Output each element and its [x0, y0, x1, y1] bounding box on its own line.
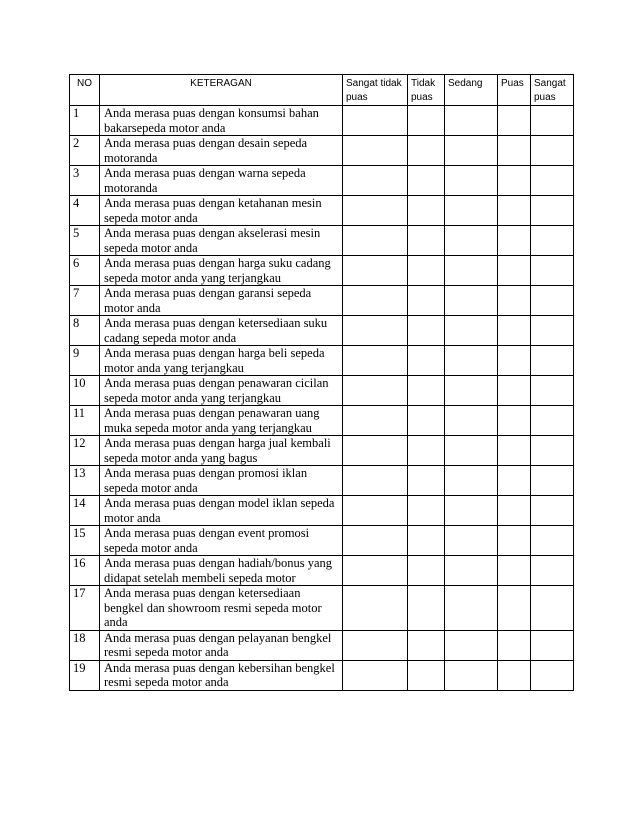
rating-cell-sedang[interactable]: [445, 526, 498, 556]
rating-cell-tidak-puas[interactable]: [408, 316, 445, 346]
rating-cell-sangat-puas[interactable]: [531, 166, 574, 196]
row-statement: Anda merasa puas dengan akselerasi mesin sepeda motor anda: [100, 226, 343, 256]
rating-cell-sangat-tidak-puas[interactable]: [343, 376, 408, 406]
rating-cell-sangat-puas[interactable]: [531, 556, 574, 586]
rating-cell-sedang[interactable]: [445, 106, 498, 136]
rating-cell-sangat-tidak-puas[interactable]: [343, 630, 408, 660]
row-number: 18: [70, 630, 100, 660]
rating-cell-puas[interactable]: [498, 526, 531, 556]
rating-cell-puas[interactable]: [498, 556, 531, 586]
row-number: 2: [70, 136, 100, 166]
row-statement: Anda merasa puas dengan ketersediaan suku cadang sepeda motor anda: [100, 316, 343, 346]
rating-cell-sangat-tidak-puas[interactable]: [343, 660, 408, 690]
rating-cell-puas[interactable]: [498, 586, 531, 631]
header-sangat-tidak-puas: Sangat tidak puas: [343, 75, 408, 106]
row-number: 16: [70, 556, 100, 586]
rating-cell-tidak-puas[interactable]: [408, 436, 445, 466]
table-row: [70, 556, 574, 586]
rating-cell-tidak-puas[interactable]: [408, 496, 445, 526]
rating-cell-sedang[interactable]: [445, 196, 498, 226]
rating-cell-sedang[interactable]: [445, 466, 498, 496]
rating-cell-tidak-puas[interactable]: [408, 526, 445, 556]
rating-cell-sedang[interactable]: [445, 166, 498, 196]
header-tidak-puas: Tidak puas: [408, 75, 445, 106]
row-number: 7: [70, 286, 100, 316]
rating-cell-sangat-puas[interactable]: [531, 436, 574, 466]
rating-cell-sedang[interactable]: [445, 286, 498, 316]
survey-table: [69, 74, 574, 691]
row-number: 15: [70, 526, 100, 556]
rating-cell-puas[interactable]: [498, 316, 531, 346]
table-row: [70, 436, 574, 466]
rating-cell-sangat-tidak-puas[interactable]: [343, 106, 408, 136]
table-row: [70, 406, 574, 436]
row-statement: Anda merasa puas dengan kebersihan bengkel resmi sepeda motor anda: [100, 660, 343, 690]
row-number: 1: [70, 106, 100, 136]
row-statement: Anda merasa puas dengan event promosi sepeda motor anda: [100, 526, 343, 556]
rating-cell-sangat-puas[interactable]: [531, 376, 574, 406]
rating-cell-sangat-tidak-puas[interactable]: [343, 406, 408, 436]
rating-cell-sangat-puas[interactable]: [531, 660, 574, 690]
header-sangat-puas: Sangat puas: [531, 75, 574, 106]
rating-cell-sangat-tidak-puas[interactable]: [343, 466, 408, 496]
table-row: [70, 286, 574, 316]
rating-cell-sedang[interactable]: [445, 496, 498, 526]
table-row: [70, 376, 574, 406]
rating-cell-sangat-puas[interactable]: [531, 256, 574, 286]
rating-cell-sangat-tidak-puas[interactable]: [343, 496, 408, 526]
rating-cell-tidak-puas[interactable]: [408, 256, 445, 286]
rating-cell-sedang[interactable]: [445, 136, 498, 166]
table-row: [70, 630, 574, 660]
rating-cell-tidak-puas[interactable]: [408, 196, 445, 226]
table-row: [70, 106, 574, 136]
table-row: [70, 586, 574, 631]
rating-cell-sangat-tidak-puas[interactable]: [343, 196, 408, 226]
rating-cell-puas[interactable]: [498, 136, 531, 166]
row-number: 13: [70, 466, 100, 496]
rating-cell-sangat-puas[interactable]: [531, 526, 574, 556]
row-statement: Anda merasa puas dengan ketersediaan bengkel dan showroom resmi sepeda motor anda: [100, 586, 343, 631]
rating-cell-sedang[interactable]: [445, 406, 498, 436]
rating-cell-sangat-tidak-puas[interactable]: [343, 436, 408, 466]
table-row: [70, 256, 574, 286]
rating-cell-tidak-puas[interactable]: [408, 630, 445, 660]
rating-cell-tidak-puas[interactable]: [408, 106, 445, 136]
row-statement: Anda merasa puas dengan penawaran cicilan sepeda motor anda yang terjangkau: [100, 376, 343, 406]
rating-cell-sedang[interactable]: [445, 376, 498, 406]
rating-cell-puas[interactable]: [498, 286, 531, 316]
row-statement: Anda merasa puas dengan ketahanan mesin sepeda motor anda: [100, 196, 343, 226]
row-number: 17: [70, 586, 100, 631]
rating-cell-sangat-tidak-puas[interactable]: [343, 346, 408, 376]
table-row: [70, 196, 574, 226]
rating-cell-tidak-puas[interactable]: [408, 346, 445, 376]
rating-cell-sedang[interactable]: [445, 346, 498, 376]
row-statement: Anda merasa puas dengan harga suku cadang sepeda motor anda yang terjangkau: [100, 256, 343, 286]
rating-cell-sangat-puas[interactable]: [531, 196, 574, 226]
rating-cell-sangat-tidak-puas[interactable]: [343, 526, 408, 556]
table-row: [70, 136, 574, 166]
row-statement: Anda merasa puas dengan harga beli sepeda motor anda yang terjangkau: [100, 346, 343, 376]
rating-cell-sedang[interactable]: [445, 316, 498, 346]
rating-cell-tidak-puas[interactable]: [408, 586, 445, 631]
row-number: 9: [70, 346, 100, 376]
row-number: 11: [70, 406, 100, 436]
row-statement: Anda merasa puas dengan promosi iklan sepeda motor anda: [100, 466, 343, 496]
rating-cell-puas[interactable]: [498, 630, 531, 660]
row-statement: Anda merasa puas dengan model iklan sepeda motor anda: [100, 496, 343, 526]
rating-cell-puas[interactable]: [498, 376, 531, 406]
row-number: 12: [70, 436, 100, 466]
header-puas: Puas: [498, 75, 531, 106]
row-number: 6: [70, 256, 100, 286]
table-row: [70, 346, 574, 376]
rating-cell-sangat-tidak-puas[interactable]: [343, 226, 408, 256]
rating-cell-puas[interactable]: [498, 436, 531, 466]
row-statement: Anda merasa puas dengan penawaran uang muka sepeda motor anda yang terjangkau: [100, 406, 343, 436]
rating-cell-sangat-tidak-puas[interactable]: [343, 286, 408, 316]
rating-cell-sedang[interactable]: [445, 226, 498, 256]
rating-cell-puas[interactable]: [498, 496, 531, 526]
row-number: 8: [70, 316, 100, 346]
rating-cell-tidak-puas[interactable]: [408, 466, 445, 496]
row-number: 19: [70, 660, 100, 690]
rating-cell-sangat-puas[interactable]: [531, 406, 574, 436]
rating-cell-puas[interactable]: [498, 106, 531, 136]
rating-cell-tidak-puas[interactable]: [408, 660, 445, 690]
rating-cell-sedang[interactable]: [445, 630, 498, 660]
row-number: 3: [70, 166, 100, 196]
rating-cell-puas[interactable]: [498, 466, 531, 496]
rating-cell-tidak-puas[interactable]: [408, 376, 445, 406]
rating-cell-puas[interactable]: [498, 226, 531, 256]
table-row: [70, 526, 574, 556]
row-number: 5: [70, 226, 100, 256]
rating-cell-tidak-puas[interactable]: [408, 286, 445, 316]
rating-cell-sedang[interactable]: [445, 660, 498, 690]
rating-cell-sangat-tidak-puas[interactable]: [343, 166, 408, 196]
rating-cell-sangat-puas[interactable]: [531, 106, 574, 136]
rating-cell-sangat-puas[interactable]: [531, 286, 574, 316]
rating-cell-tidak-puas[interactable]: [408, 136, 445, 166]
rating-cell-sangat-puas[interactable]: [531, 630, 574, 660]
row-number: 10: [70, 376, 100, 406]
row-statement: Anda merasa puas dengan harga jual kembali sepeda motor anda yang bagus: [100, 436, 343, 466]
rating-cell-sangat-tidak-puas[interactable]: [343, 316, 408, 346]
header-keterangan: KETERAGAN: [100, 75, 343, 106]
rating-cell-sedang[interactable]: [445, 586, 498, 631]
header-no: NO: [70, 75, 100, 106]
row-statement: Anda merasa puas dengan garansi sepeda motor anda: [100, 286, 343, 316]
row-statement: Anda merasa puas dengan pelayanan bengkel resmi sepeda motor anda: [100, 630, 343, 660]
row-statement: Anda merasa puas dengan hadiah/bonus yang didapat setelah membeli sepeda motor: [100, 556, 343, 586]
table-row: [70, 496, 574, 526]
rating-cell-puas[interactable]: [498, 166, 531, 196]
table-row: [70, 316, 574, 346]
rating-cell-sangat-puas[interactable]: [531, 136, 574, 166]
rating-cell-sangat-puas[interactable]: [531, 316, 574, 346]
rating-cell-sangat-tidak-puas[interactable]: [343, 556, 408, 586]
rating-cell-tidak-puas[interactable]: [408, 226, 445, 256]
table-row: [70, 166, 574, 196]
rating-cell-sedang[interactable]: [445, 256, 498, 286]
rating-cell-tidak-puas[interactable]: [408, 406, 445, 436]
table-row: [70, 226, 574, 256]
rating-cell-sangat-tidak-puas[interactable]: [343, 136, 408, 166]
rating-cell-sangat-puas[interactable]: [531, 466, 574, 496]
row-statement: Anda merasa puas dengan desain sepeda motoranda: [100, 136, 343, 166]
rating-cell-tidak-puas[interactable]: [408, 166, 445, 196]
rating-cell-puas[interactable]: [498, 256, 531, 286]
rating-cell-sedang[interactable]: [445, 556, 498, 586]
row-number: 14: [70, 496, 100, 526]
rating-cell-puas[interactable]: [498, 196, 531, 226]
rating-cell-sangat-puas[interactable]: [531, 226, 574, 256]
table-row: [70, 466, 574, 496]
header-sedang: Sedang: [445, 75, 498, 106]
rating-cell-sedang[interactable]: [445, 436, 498, 466]
row-statement: Anda merasa puas dengan konsumsi bahan bakarsepeda motor anda: [100, 106, 343, 136]
rating-cell-sangat-tidak-puas[interactable]: [343, 586, 408, 631]
rating-cell-puas[interactable]: [498, 346, 531, 376]
table-row: [70, 660, 574, 690]
rating-cell-sangat-puas[interactable]: [531, 496, 574, 526]
rating-cell-puas[interactable]: [498, 660, 531, 690]
rating-cell-sangat-tidak-puas[interactable]: [343, 256, 408, 286]
rating-cell-tidak-puas[interactable]: [408, 556, 445, 586]
rating-cell-sangat-puas[interactable]: [531, 346, 574, 376]
row-statement: Anda merasa puas dengan warna sepeda motoranda: [100, 166, 343, 196]
rating-cell-sangat-puas[interactable]: [531, 586, 574, 631]
row-number: 4: [70, 196, 100, 226]
header-row: [70, 75, 574, 106]
rating-cell-puas[interactable]: [498, 406, 531, 436]
